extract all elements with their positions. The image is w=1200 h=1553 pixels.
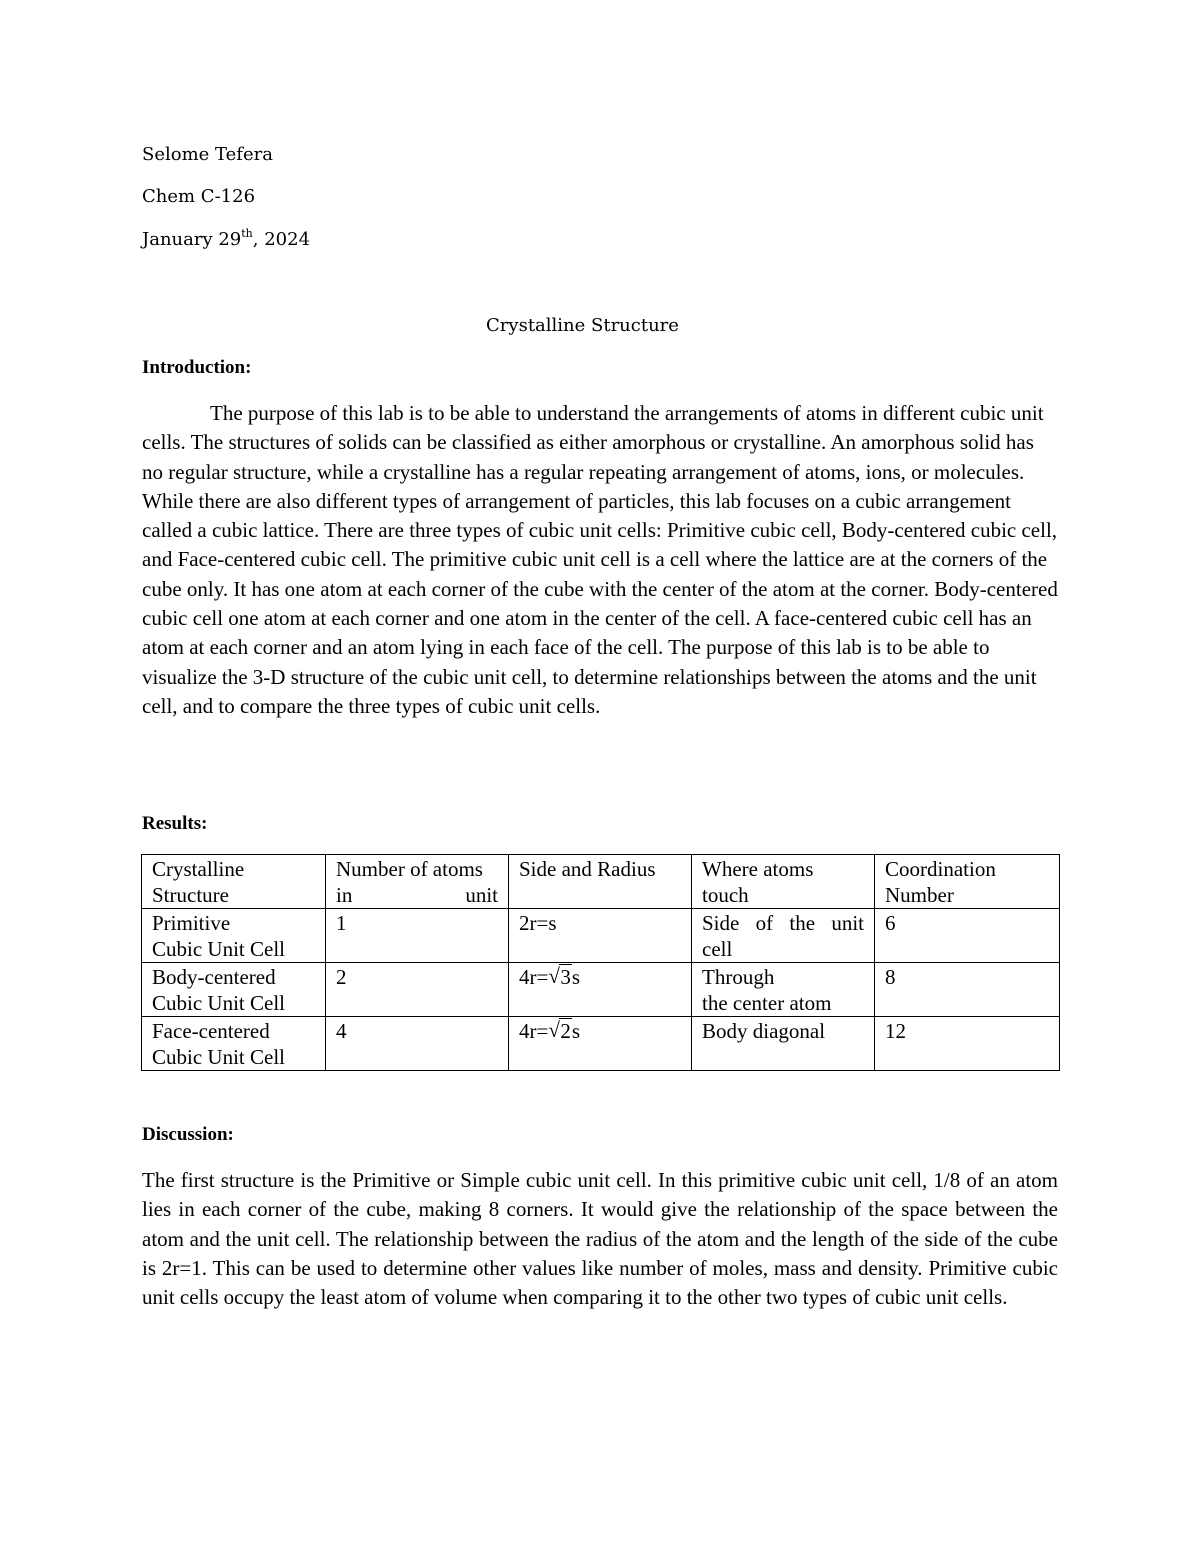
cell-coordination: 6: [875, 909, 1060, 963]
date-ordinal-suffix: th: [241, 227, 253, 240]
square-root-symbol: √ 3: [548, 964, 572, 990]
document-title: Crystalline Structure: [486, 315, 679, 336]
cell-atoms: 1: [326, 909, 509, 963]
discussion-heading: Discussion:: [142, 1124, 234, 1145]
cell-touch: Through the center atom: [692, 963, 875, 1017]
cell-coordination: 12: [875, 1017, 1060, 1071]
table-header-row: [142, 855, 1060, 909]
cell-structure: Body-centered Cubic Unit Cell: [142, 963, 326, 1017]
table-row: [142, 1017, 1060, 1071]
results-table: [141, 854, 1060, 1071]
cell-structure: Primitive Cubic Unit Cell: [142, 909, 326, 963]
column-header-touch: Where atoms touch: [692, 855, 875, 909]
table-row: [142, 963, 1060, 1017]
column-header-structure: Crystalline Structure: [142, 855, 326, 909]
discussion-paragraph: The first structure is the Primitive or Simple cubic unit cell. In this primitive cubic unit cell, 1/8 of an atom lies in each corner of the cube, making 8 corners. It would give the relationship of the space between the atom and the unit cell. The relationship between the radius of the atom and the length of the side of the cube is 2r=1. This can be used to determine other values like number of moles, mass and density. Primitive cubic unit cells occupy the least atom of volume when comparing it to the other two types of cubic unit cells.: [142, 1168, 1058, 1310]
column-header-atoms: Number of atoms in unit: [326, 855, 509, 909]
table-row: [142, 909, 1060, 963]
introduction-paragraph: The purpose of this lab is to be able to understand the arrangements of atoms in different cubic unit cells. The structures of solids can be classified as either amorphous or crystalline. An amorphous solid has no regular structure, while a crystalline has a regular repeating arrangement of atoms, ions, or molecules. While there are also different types of arrangement of particles, this lab focuses on a cubic arrangement called a cubic lattice. There are three types of cubic unit cells: Primitive cubic cell, Body-centered cubic cell, and Face-centered cubic cell. The primitive cubic unit cell is a cell where the lattice are at the corners of the cube only. It has one atom at each corner of the cube with the center of the atom at the corner. Body-centered cubic cell one atom at each corner and one atom in the center of the cell. A face-centered cubic cell has an atom at each corner and an atom lying in each face of the cell. The purpose of this lab is to be able to visualize the 3-D structure of the cubic unit cell, to determine relationships between the atoms and the unit cell, and to compare the three types of cubic unit cells.: [142, 401, 1058, 718]
cell-touch: Side of the unit cell: [692, 909, 875, 963]
results-heading: Results:: [142, 813, 208, 834]
cell-touch: Body diagonal: [692, 1017, 875, 1071]
column-header-side-radius: Side and Radius: [509, 855, 692, 909]
cell-atoms: 4: [326, 1017, 509, 1071]
document-date: [142, 228, 310, 252]
cell-side-radius: 4r=√ 3s: [509, 963, 692, 1017]
introduction-heading: Introduction:: [142, 357, 252, 378]
date-month-day: January 29: [142, 229, 242, 250]
square-root-symbol: √ 2: [548, 1018, 572, 1044]
course-code: Chem C-126: [142, 186, 256, 207]
date-year: , 2024: [252, 229, 311, 250]
cell-side-radius: 2r=s: [509, 909, 692, 963]
cell-coordination: 8: [875, 963, 1060, 1017]
cell-atoms: 2: [326, 963, 509, 1017]
cell-structure: Face-centered Cubic Unit Cell: [142, 1017, 326, 1071]
cell-side-radius: 4r=√ 2s: [509, 1017, 692, 1071]
column-header-coordination: Coordination Number: [875, 855, 1060, 909]
author-name: Selome Tefera: [142, 144, 273, 165]
